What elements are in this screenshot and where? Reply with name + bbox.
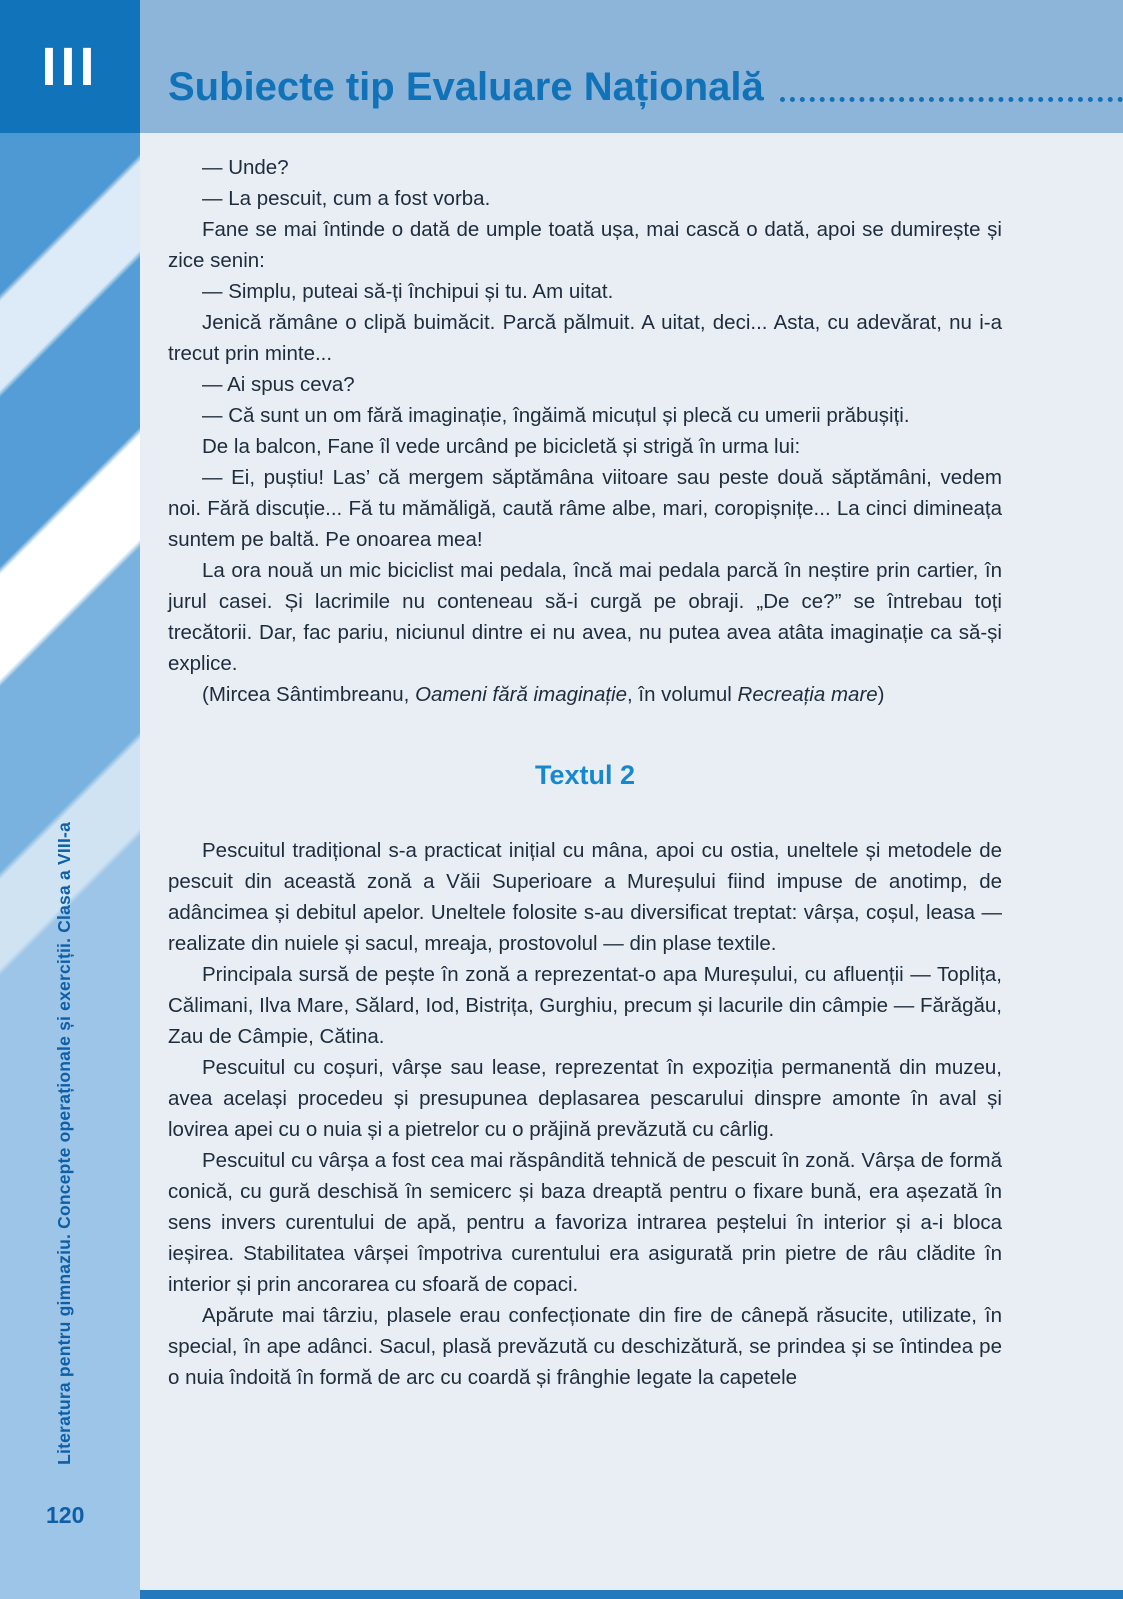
page-title: Subiecte tip Evaluare Națională: [168, 65, 764, 109]
paragraph: De la balcon, Fane îl vede urcând pe bicicletă și strigă în urma lui:: [202, 435, 801, 458]
section-heading-textul-2: Textul 2: [534, 760, 636, 790]
paragraph: — Ai spus ceva?: [202, 373, 355, 396]
paragraph: — Că sunt un om fără imaginație, îngăimă micuțul și plecă cu umerii prăbușiți.: [202, 404, 910, 427]
attribution-suffix: ): [877, 683, 885, 706]
paragraph: Pescuitul tradițional s-a practicat inițial cu mâna, apoi cu ostia, uneltele și metodele de pescuit din această zonă a Văii Superioare a Mureșului fiind impuse de anotimp, de adâncimea și debitul apelor. Uneltele folosite s-au diversificat treptat: vârșa, coșul, leasa — realizate din nuiele și sacul, mreaja, prostovolul — din plase textile.: [168, 839, 1002, 955]
footer-bar: [140, 1590, 1123, 1599]
attribution-prefix: (Mircea Sântimbreanu,: [202, 683, 416, 706]
paragraph: La ora nouă un mic biciclist mai pedala, încă mai pedala parcă în neștire prin cartier, în jurul casei. Și lacrimile nu conteneau să-i curgă pe obraji. „De ce?” se întrebau toți trecătorii. Dar, fac pariu, niciunul dintre ei nu avea, nu putea avea atâta imaginație ca să-și explice.: [168, 559, 1002, 675]
sidebar-series-label: Literatura pentru gimnaziu. Concepte operaționale și exerciții. Clasa a VIII-a: [54, 822, 74, 1465]
paragraph: Principala sursă de pește în zonă a reprezentat-o apa Mureșului, cu afluenții — Toplița, Călimani, Ilva Mare, Sălard, Iod, Bistrița, Gurghiu, precum și lacurile din câmpie — Fărăgău, Zau de Câmpie, Cătina.: [168, 963, 1003, 1048]
page-number: 120: [46, 1502, 85, 1528]
chapter-number: III: [0, 0, 140, 133]
source-attribution: [168, 679, 1002, 710]
paragraph: Apărute mai târziu, plasele erau confecționate din fire de cânepă răsucite, utilizate, în special, în ape adânci. Sacul, plasă prevăzută cu deschizătură, se prindea și se întindea pe o nuia îndoită în formă de arc cu coardă și frânghie legate la capetele: [168, 1304, 1002, 1389]
paragraph: — La pescuit, cum a fost vorba.: [202, 187, 491, 210]
attribution-middle: , în volumul: [627, 683, 738, 706]
work-title: Oameni fără imaginație: [415, 683, 627, 706]
paragraph: Pescuitul cu vârșa a fost cea mai răspândită tehnică de pescuit în zonă. Vârșa de formă conică, cu gură deschisă în semicerc și baza dreaptă pentru o fixare bună, era așezată în sens invers curentului de apă, pentru a favoriza intrarea peștelui în interior și a-i bloca ieșirea. Stabilitatea vârșei împotriva curentului era asigurată prin pietre de râu clădite în interior și prin ancorarea cu sfoară de copaci.: [168, 1149, 1002, 1296]
paragraph: Pescuitul cu coșuri, vârșe sau lease, reprezentat în expoziția permanentă din muzeu, avea același procedeu și presupunea deplasarea pescarului dinspre amonte în aval și lovirea apei cu o nuia și a pietrelor cu o prăjină prevăzută cu cârlig.: [168, 1056, 1002, 1141]
paragraph: Fane se mai întinde o dată de umple toată ușa, mai cască o dată, apoi se dumirește și zice senin:: [168, 218, 1002, 272]
paragraph: — Ei, puștiu! Las’ că mergem săptămâna viitoare sau peste două săptămâni, vedem noi. Fără discuție... Fă tu mămăligă, caută râme albe, mari, coropișnițe... La cinci dimineața suntem pe baltă. Pe onoarea mea!: [168, 466, 1002, 551]
dotted-line: [780, 97, 1123, 102]
paragraph: — Simplu, puteai să-ți închipui și tu. Am uitat.: [202, 280, 614, 303]
paragraph: Jenică rămâne o clipă buimăcit. Parcă pălmuit. A uitat, deci... Asta, cu adevărat, nu i-a trecut prin minte...: [168, 311, 1002, 365]
volume-title: Recreația mare: [737, 683, 878, 706]
paragraph: — Unde?: [202, 156, 289, 179]
page-header: [168, 0, 1123, 133]
main-content: [168, 152, 1002, 1393]
